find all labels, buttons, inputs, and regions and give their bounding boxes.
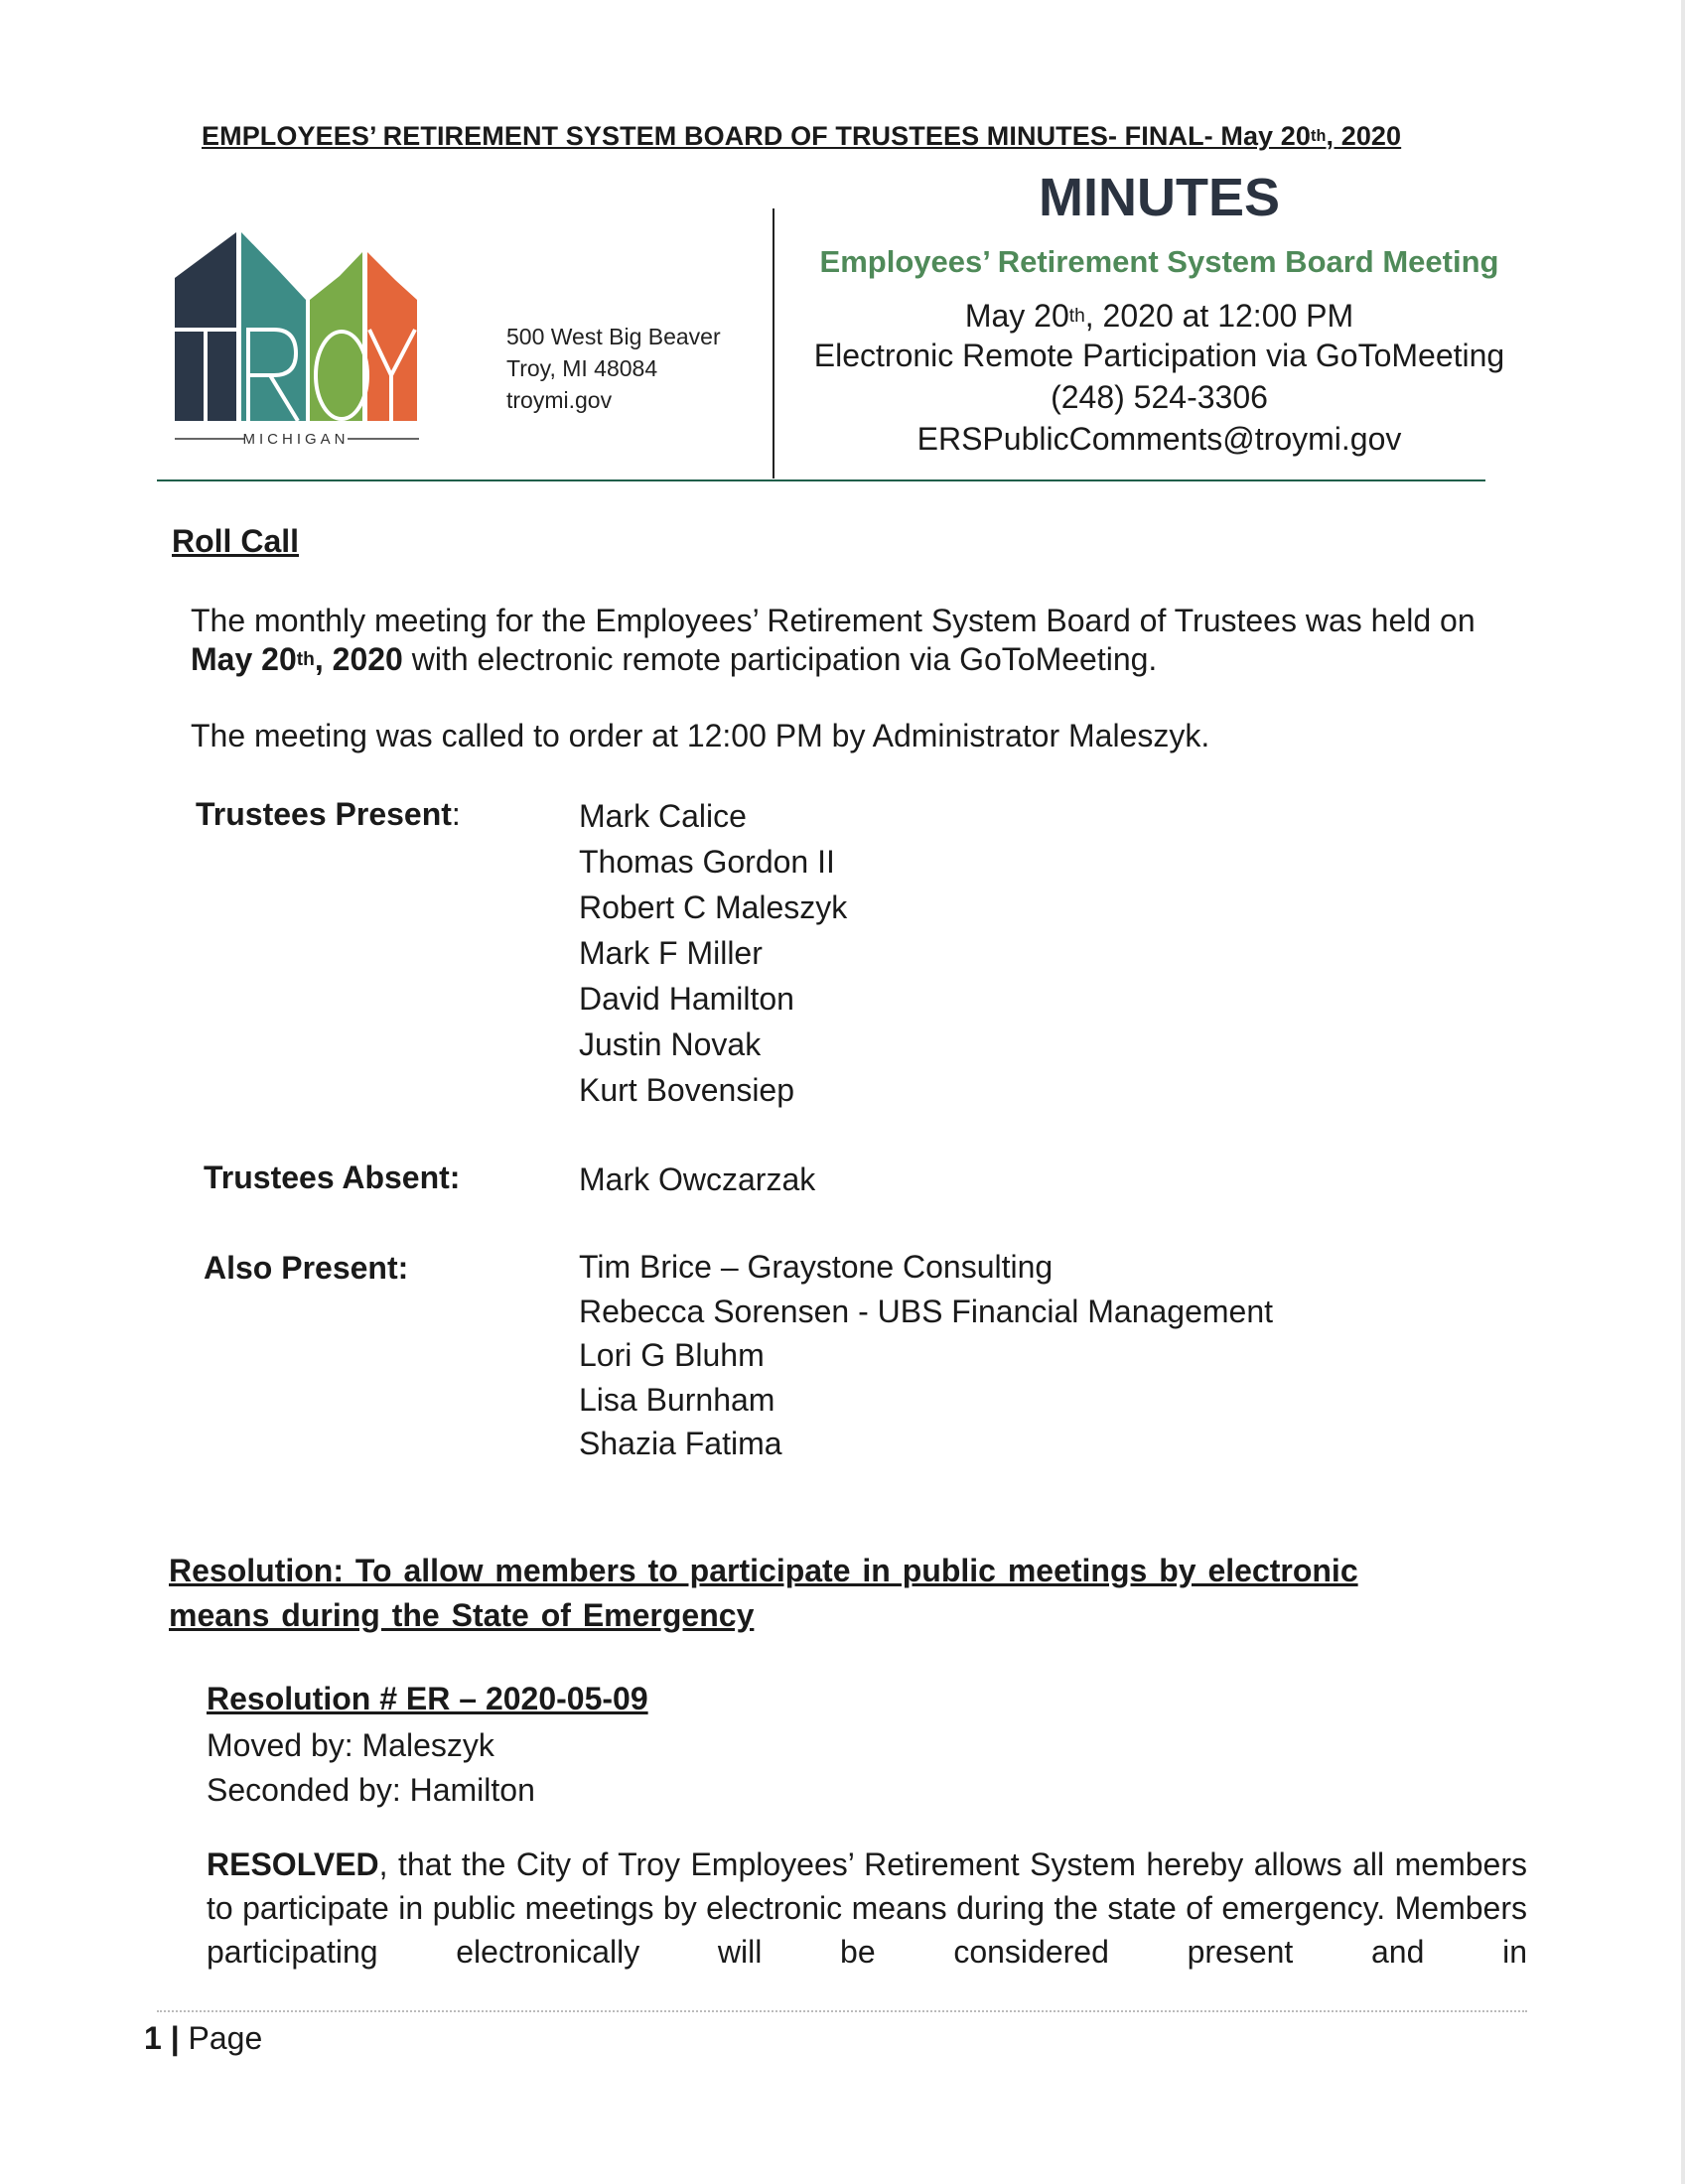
header-divider-horizontal bbox=[157, 479, 1485, 481]
list-item: Mark Calice bbox=[579, 798, 747, 834]
list-item: Robert C Maleszyk bbox=[579, 889, 848, 925]
document-title: EMPLOYEES’ RETIREMENT SYSTEM BOARD OF TRUSTEES MINUTES- FINAL- May 20th, 2020 bbox=[202, 121, 1402, 151]
address-line-1: 500 West Big Beaver bbox=[506, 324, 721, 349]
list-item: Kurt Bovensiep bbox=[579, 1072, 795, 1108]
trustees-present-label: Trustees Present: bbox=[196, 796, 461, 832]
roll-call-intro: The monthly meeting for the Employees’ Retirement System Board of Trustees was held on May 20th, 2020 with electronic remote participation via GoToMeeting. bbox=[191, 603, 1476, 677]
call-to-order-text: The meeting was called to order at 12:00 PM by Administrator Maleszyk. bbox=[191, 718, 1210, 753]
resolution-body: RESOLVED, that the City of Troy Employees’ Retirement System hereby allows all members to participate in public meetings by electronic means during the state of emergency. Members participating electronically will be considered present and in bbox=[207, 1846, 1527, 1970]
also-present-label: Also Present: bbox=[204, 1250, 409, 1286]
list-item: Justin Novak bbox=[579, 1026, 762, 1062]
troy-michigan-logo bbox=[171, 226, 489, 447]
trustees-absent-label: Trustees Absent: bbox=[204, 1160, 461, 1195]
address-line-2: Troy, MI 48084 bbox=[506, 355, 658, 381]
logo-house-teal bbox=[241, 232, 306, 421]
moved-by: Moved by: Maleszyk bbox=[207, 1727, 494, 1763]
page-edge-shadow bbox=[1681, 0, 1685, 2184]
resolution-heading: Resolution: To allow members to participate in public meetings by electronic means during the State of Emergency bbox=[169, 1553, 1358, 1633]
list-item: Rebecca Sorensen - UBS Financial Management bbox=[579, 1293, 1274, 1329]
page-footer bbox=[144, 2020, 262, 2057]
list-item: Thomas Gordon II bbox=[579, 844, 835, 880]
address-block bbox=[506, 321, 721, 416]
meeting-mode: Electronic Remote Participation via GoToMeeting bbox=[813, 338, 1505, 373]
resolution-number: Resolution # ER – 2020-05-09 bbox=[207, 1681, 648, 1716]
also-present-list bbox=[579, 1245, 1273, 1466]
page-number: 1 bbox=[144, 2020, 162, 2056]
list-item: Lori G Bluhm bbox=[579, 1337, 765, 1373]
page-label: Page bbox=[188, 2020, 263, 2056]
meeting-date: May 20th, 2020 at 12:00 PM bbox=[964, 298, 1354, 334]
list-item: Mark F Miller bbox=[579, 935, 763, 971]
meeting-email[interactable]: ERSPublicComments@troymi.gov bbox=[916, 421, 1402, 457]
meeting-phone: (248) 524-3306 bbox=[1051, 379, 1268, 415]
list-item: Shazia Fatima bbox=[579, 1426, 782, 1461]
list-item: Tim Brice – Graystone Consulting bbox=[579, 1249, 1054, 1285]
footer-divider bbox=[157, 2010, 1527, 2012]
seconded-by: Seconded by: Hamilton bbox=[207, 1772, 535, 1808]
website-link[interactable]: troymi.gov bbox=[506, 387, 613, 413]
footer-separator: | bbox=[170, 2020, 180, 2056]
trustees-present-list bbox=[579, 793, 847, 1113]
list-item: Mark Owczarzak bbox=[579, 1161, 816, 1197]
minutes-heading: MINUTES bbox=[1039, 168, 1280, 227]
logo-michigan-text: MICHIGAN bbox=[242, 431, 350, 447]
list-item: Lisa Burnham bbox=[579, 1381, 775, 1418]
list-item: David Hamilton bbox=[579, 981, 794, 1017]
trustees-absent-list bbox=[579, 1157, 815, 1202]
meeting-name: Employees’ Retirement System Board Meeting bbox=[819, 244, 1499, 279]
roll-call-heading: Roll Call bbox=[172, 523, 300, 559]
